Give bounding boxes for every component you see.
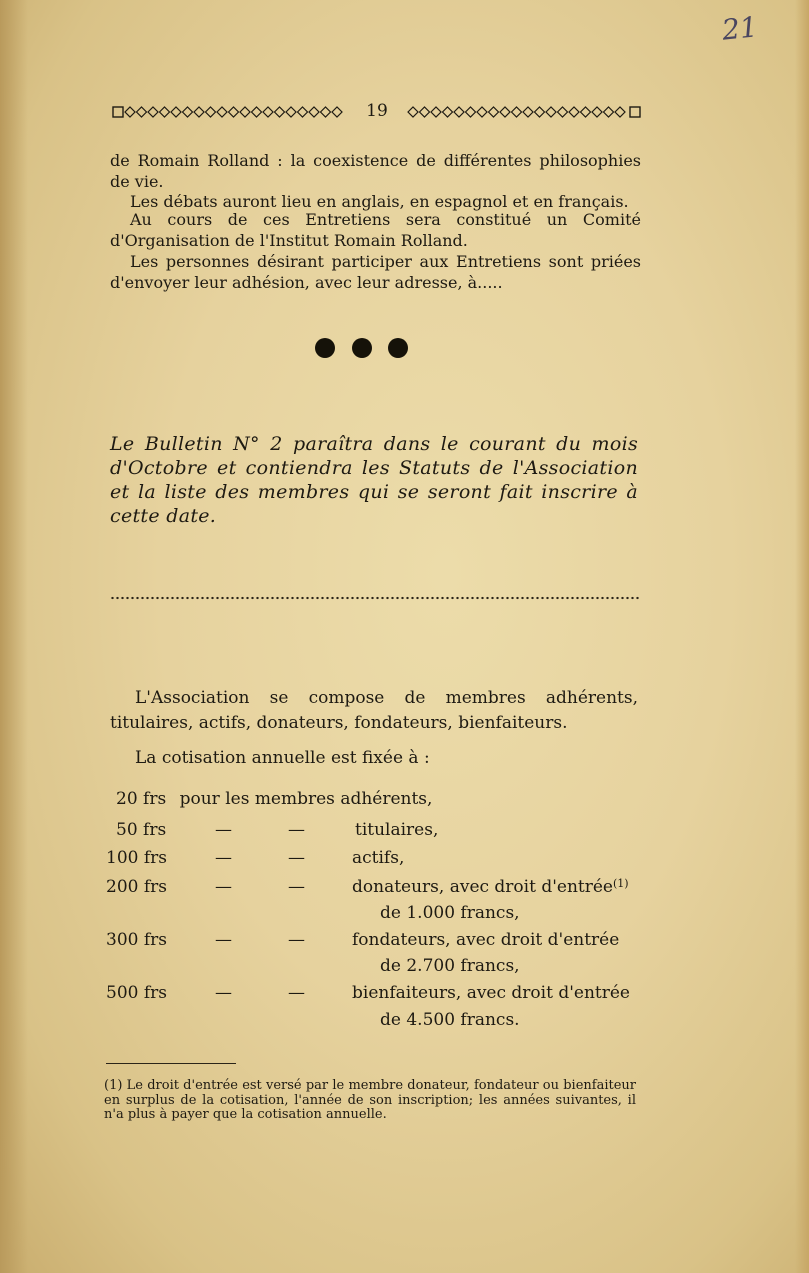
fee-label-fondateurs: fondateurs, avec droit d'entrée bbox=[352, 930, 620, 950]
intro-paragraph-3: Au cours de ces Entretiens sera constitué un Comité d'Organisation de l'Institut Romain Rolland. bbox=[110, 210, 641, 250]
footnote: (1) Le droit d'entrée est versé par le membre donateur, fondateur ou bienfaiteur en surplus de la cotisation, l'année de son inscription; les années suivantes, il n'a plus à payer que la cotisation annuelle. bbox=[104, 1078, 636, 1122]
separator-dot bbox=[352, 338, 372, 358]
intro-paragraph-4: Les personnes désirant participer aux Entretiens sont priées d'envoyer leur adhésion, avec leur adresse, à..... bbox=[110, 252, 641, 292]
intro-paragraph-2: Les débats auront lieu en anglais, en espagnol et en français. bbox=[130, 192, 629, 211]
bulletin-notice: Le Bulletin N° 2 paraîtra dans le courant du mois d'Octobre et contiendra les Statuts de l'Association et la liste des membres qui se seront fait inscrire à cette date. bbox=[110, 433, 638, 527]
fee-amount-titulaires: 50 frs bbox=[116, 820, 167, 840]
ditto-mark: — bbox=[215, 930, 232, 950]
dotted-rule bbox=[110, 595, 640, 601]
separator-dot bbox=[388, 338, 408, 358]
fee-amount: 20 frs bbox=[116, 789, 167, 809]
page-number: 19 bbox=[366, 101, 388, 121]
section-separator-dots bbox=[315, 338, 415, 362]
fee-amount-fondateurs: 300 frs bbox=[106, 930, 167, 950]
cotisation-intro: La cotisation annuelle est fixée à : bbox=[135, 748, 430, 768]
fee-label-actifs: actifs, bbox=[352, 848, 405, 868]
fee-amount-actifs: 100 frs bbox=[106, 848, 167, 868]
fee-amount-bienfaiteurs: 500 frs bbox=[106, 983, 167, 1003]
fee-amount-donateurs: 200 frs bbox=[106, 877, 167, 897]
ditto-mark: — bbox=[288, 848, 305, 868]
fee-detail-donateurs: de 1.000 francs, bbox=[380, 903, 520, 923]
fee-label-bienfaiteurs: bienfaiteurs, avec droit d'entrée bbox=[352, 983, 630, 1003]
ditto-mark: — bbox=[288, 983, 305, 1003]
ornament-right-icon bbox=[407, 104, 642, 120]
fee-detail-fondateurs: de 2.700 francs, bbox=[380, 956, 520, 976]
ditto-mark: — bbox=[215, 877, 232, 897]
ditto-mark: — bbox=[215, 983, 232, 1003]
ditto-mark: — bbox=[288, 820, 305, 840]
fee-label-text: donateurs, avec droit d'entrée bbox=[352, 877, 613, 897]
page-header bbox=[112, 100, 642, 126]
ditto-mark: — bbox=[215, 820, 232, 840]
association-members-text: L'Association se compose de membres adhérents, titulaires, actifs, donateurs, fondateurs, bienfaiteurs. bbox=[110, 688, 638, 733]
fee-label-titulaires: titulaires, bbox=[355, 820, 439, 840]
page-edge-shadow-left bbox=[0, 0, 28, 1273]
ditto-mark: — bbox=[288, 877, 305, 897]
ditto-mark: — bbox=[215, 848, 232, 868]
separator-dot bbox=[315, 338, 335, 358]
ornament-left-icon bbox=[112, 104, 347, 120]
handwritten-folio-number: 21 bbox=[720, 10, 760, 47]
fee-label-donateurs bbox=[352, 877, 629, 897]
intro-paragraph-1: de Romain Rolland : la coexistence de différentes philosophies de vie. bbox=[110, 151, 641, 191]
fee-label: pour les membres adhérents, bbox=[179, 789, 433, 809]
footnote-rule bbox=[106, 1063, 236, 1064]
ditto-mark: — bbox=[288, 930, 305, 950]
fee-detail-bienfaiteurs: de 4.500 francs. bbox=[380, 1010, 520, 1030]
fee-row-adherents bbox=[116, 789, 432, 809]
page-edge-shadow-right bbox=[795, 0, 809, 1273]
footnote-ref: (1) bbox=[613, 877, 629, 890]
